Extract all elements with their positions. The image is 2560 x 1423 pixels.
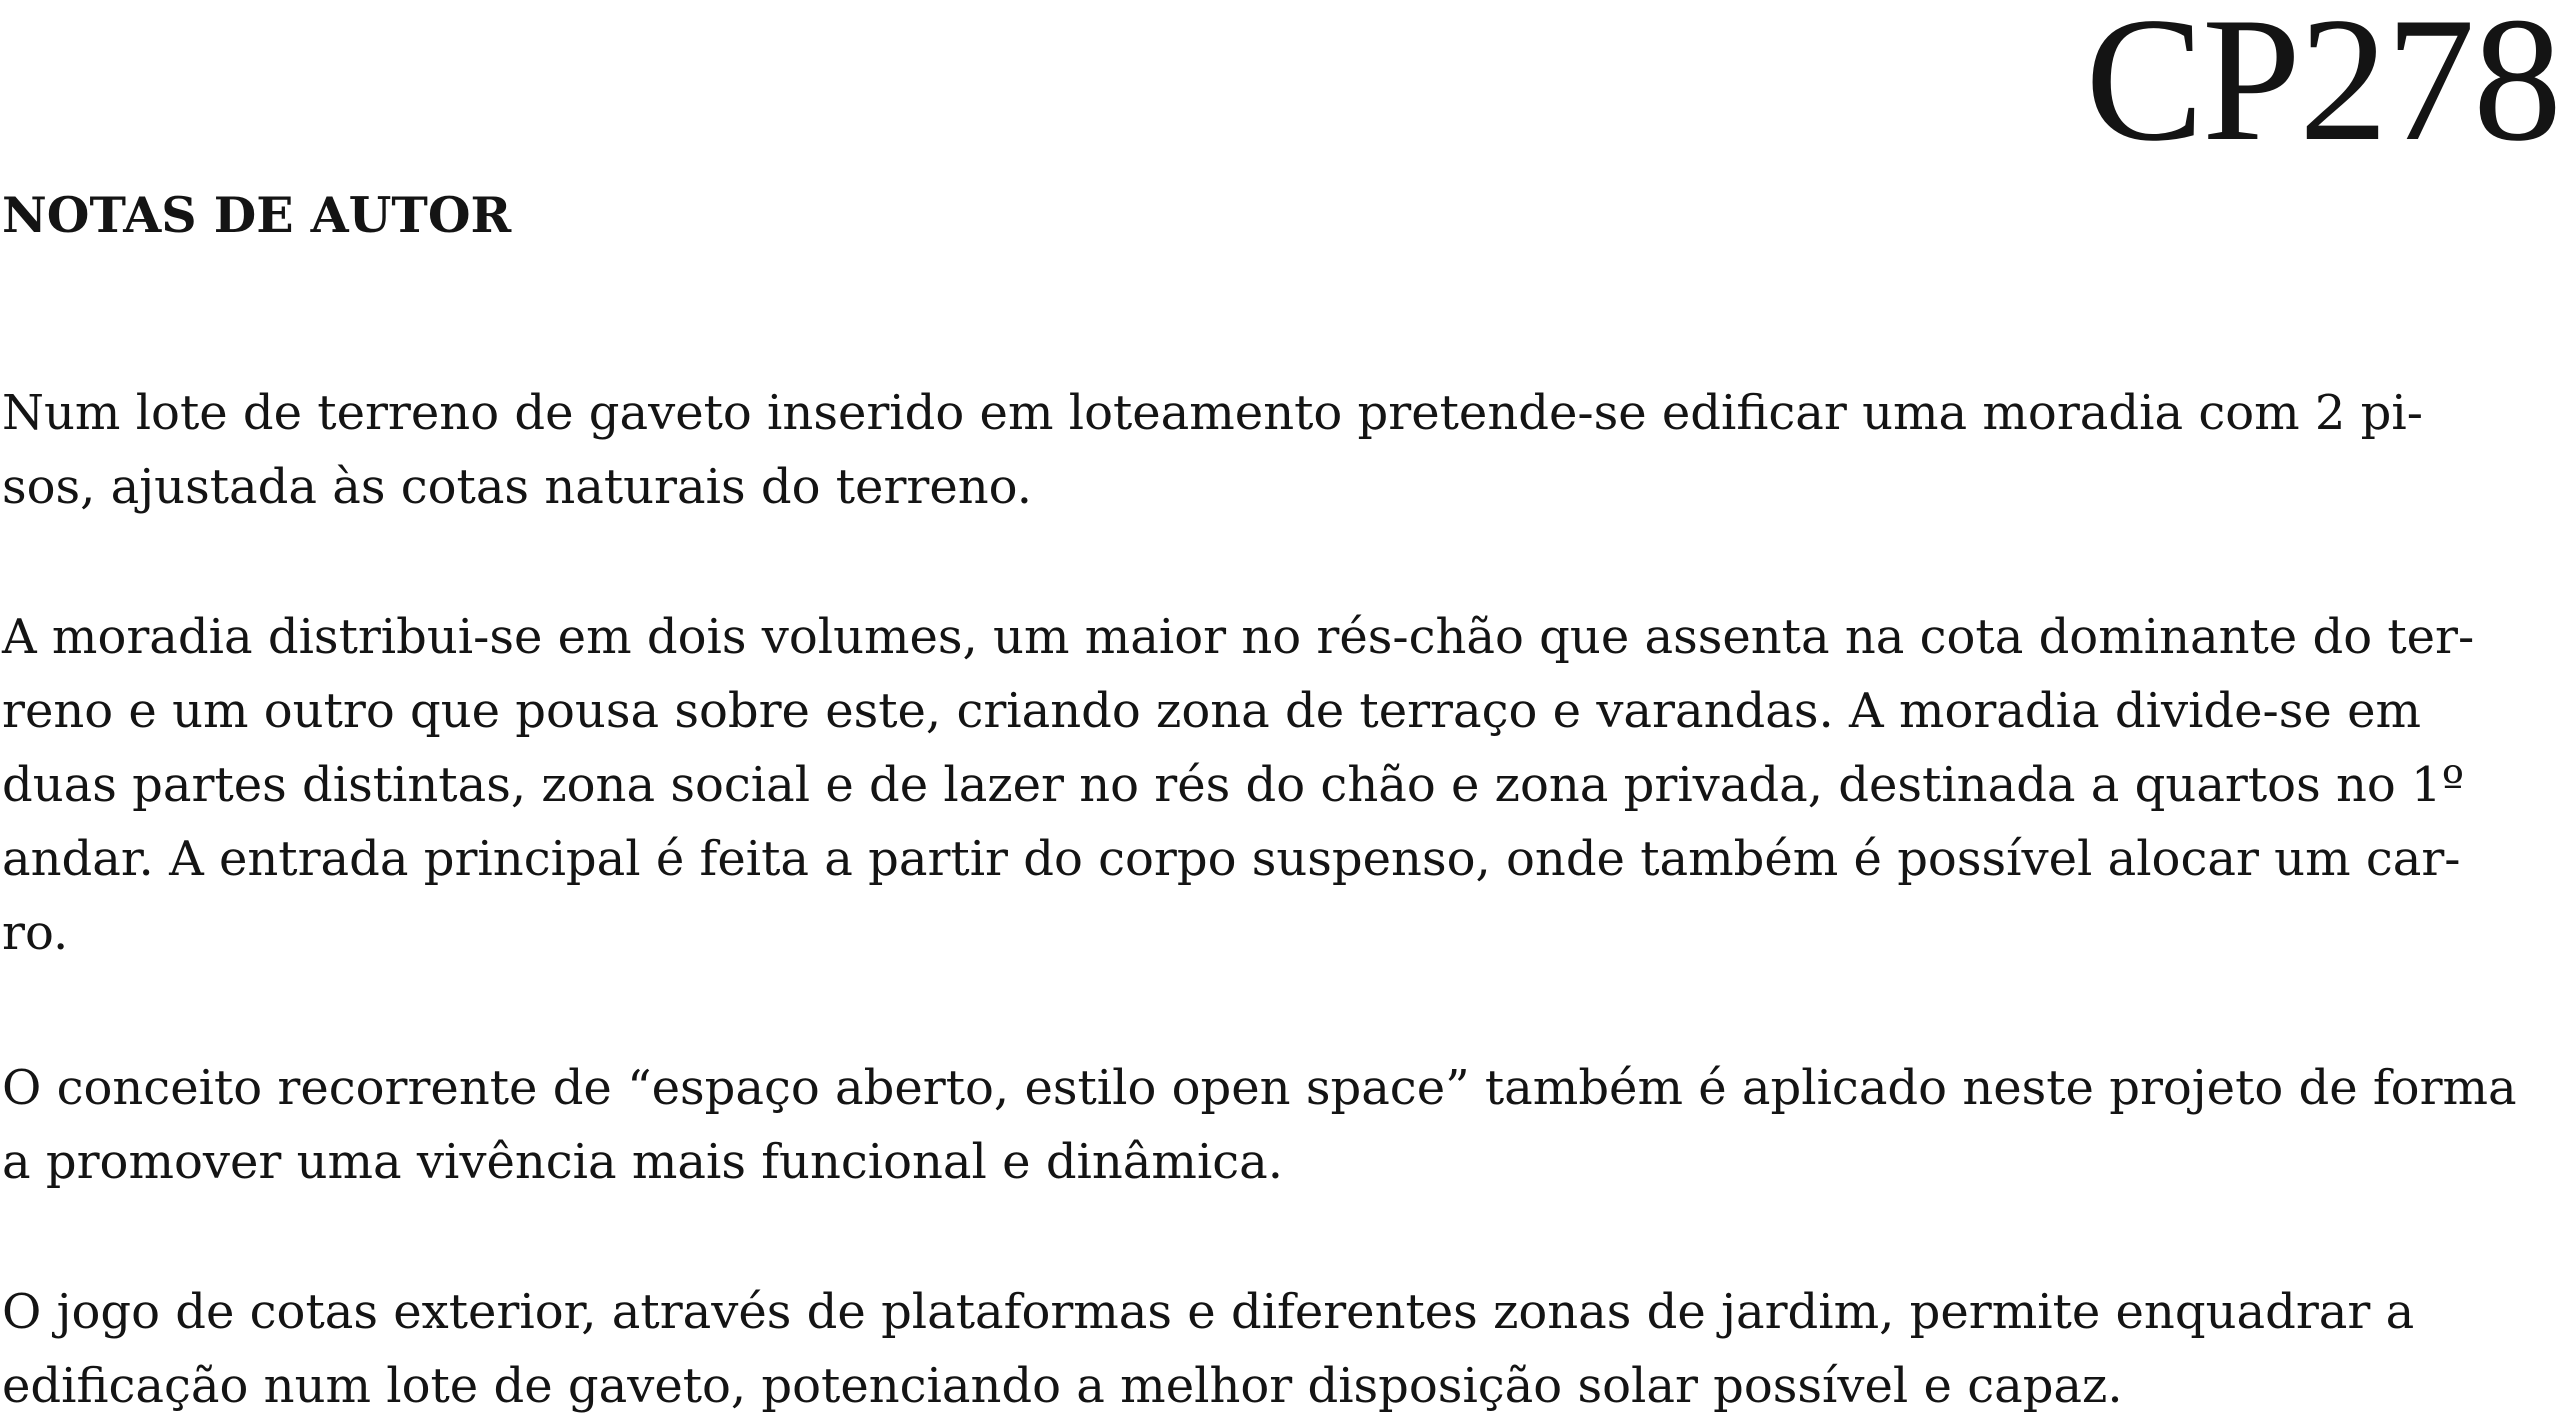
paragraph-line: reno e um outro que pousa sobre este, criando zona de terraço e varandas. A moradia divide-se em: [2, 683, 2421, 739]
paragraph-line: O conceito recorrente de “espaço aberto, estilo open space” também é aplicado neste projeto de forma: [2, 1060, 2517, 1116]
paragraph-line: ro.: [2, 905, 69, 961]
paragraph-house-volumes: [2, 600, 2556, 970]
paragraph-line: O jogo de cotas exterior, através de plataformas e diferentes zonas de jardim, permite enquadrar a: [2, 1284, 2415, 1340]
paragraph-open-space: [2, 1051, 2556, 1199]
document-code: CP278: [2085, 0, 2560, 178]
paragraph-line: sos, ajustada às cotas naturais do terreno.: [2, 459, 1032, 515]
paragraph-line: a promover uma vivência mais funcional e dinâmica.: [2, 1134, 1284, 1190]
section-heading: NOTAS DE AUTOR: [2, 186, 512, 244]
paragraph-exterior-levels: [2, 1275, 2556, 1423]
paragraph-line: edificação num lote de gaveto, potenciando a melhor disposição solar possível e capaz.: [2, 1358, 2123, 1414]
paragraph-lot-description: [2, 376, 2556, 524]
paragraph-line: duas partes distintas, zona social e de lazer no rés do chão e zona privada, destinada a quartos no 1º: [2, 757, 2465, 813]
paragraph-line: andar. A entrada principal é feita a partir do corpo suspenso, onde também é possível alocar um car-: [2, 831, 2461, 887]
paragraph-line: A moradia distribui-se em dois volumes, um maior no rés-chão que assenta na cota dominante do ter-: [2, 609, 2475, 665]
paragraph-line: Num lote de terreno de gaveto inserido em loteamento pretende-se edificar uma moradia com 2 pi-: [2, 385, 2423, 441]
